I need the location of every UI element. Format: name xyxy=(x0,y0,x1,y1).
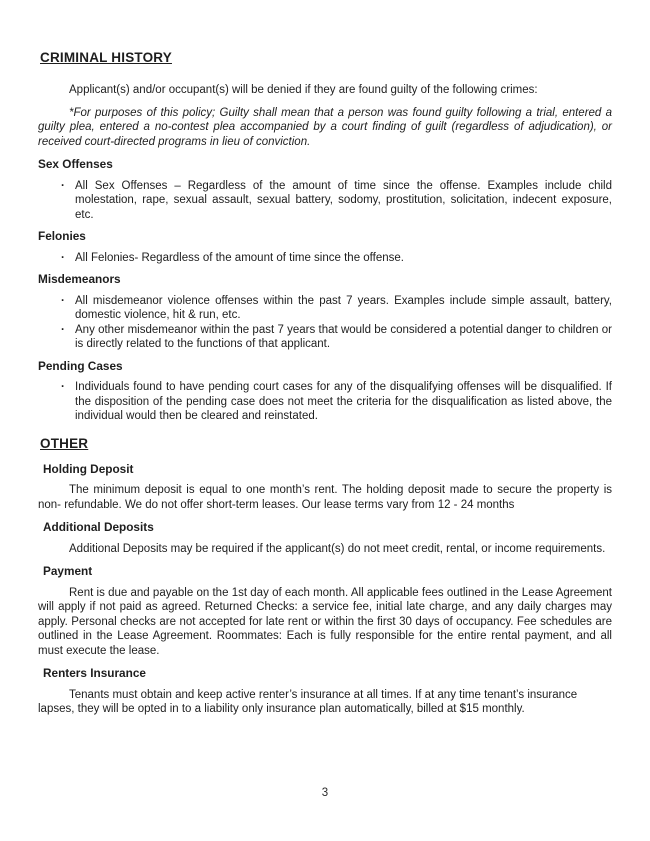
subheading-holding-deposit: Holding Deposit xyxy=(43,461,134,476)
subheading-misdemeanors: Misdemeanors xyxy=(38,272,121,286)
list-item: · All Felonies- Regardless of the amount of time since the offense. xyxy=(38,251,612,266)
payment-text: Rent is due and payable on the 1st day of each month. All applicable fees outlined in the Lease Agreement will apply if not paid as agreed. Returned Checks: a service fee, initial late charge, and any daily charges may apply. Personal checks are not accepted for late rent or within the first 30 days of occupancy. Fee schedules are outlined in the Lease Agreement. Roommates: Each is fully responsible for the entire rental payment, and all must execute the lease. xyxy=(38,586,612,657)
subheading-payment: Payment xyxy=(43,564,93,578)
subheading-additional-deposits: Additional Deposits xyxy=(43,520,154,534)
subheading-pending-cases: Pending Cases xyxy=(38,358,123,373)
subheading-renters-insurance: Renters Insurance xyxy=(43,666,146,680)
subheading-sex-offenses: Sex Offenses xyxy=(38,157,113,171)
renters-insurance-text: Tenants must obtain and keep active renter’s insurance at all times. If at any time tenant’s insurance lapses, they will be opted in to a liability only insurance plan automatically, billed at $15 monthly. xyxy=(38,688,578,715)
page-number: 3 xyxy=(321,787,329,799)
criminal-history-policy-note: *For purposes of this policy; Guilty shall mean that a person was found guilty following a trial, entered a guilty plea, entered a no-contest plea accompanied by a court finding of guilt (regardless of adjudication), or received court-directed programs in lieu of conviction. xyxy=(38,106,612,148)
misdemeanors-list xyxy=(38,294,612,352)
subheading-felonies: Felonies xyxy=(38,229,86,243)
section-title-criminal-history: CRIMINAL HISTORY xyxy=(40,50,172,65)
section-title-other: OTHER xyxy=(40,435,89,451)
list-item: · All Sex Offenses – Regardless of the amount of time since the offense. Examples include child molestation, rape, sexual assault, sexual battery, sodomy, prostitution, solicitation, indecent exposure, etc. xyxy=(38,179,612,223)
sex-offenses-list xyxy=(38,179,612,223)
list-item: · All misdemeanor violence offenses within the past 7 years. Examples include simple assault, battery, domestic violence, hit & run, etc. xyxy=(38,294,612,323)
document-content xyxy=(38,50,612,725)
list-item: · Any other misdemeanor within the past 7 years that would be considered a potential danger to children or is directly related to the functions of that applicant. xyxy=(38,323,612,352)
holding-deposit-text: The minimum deposit is equal to one month’s rent. The holding deposit made to secure the property is non- refundable. We do not offer short-term leases. Our lease terms vary from 12 - 24 months xyxy=(38,484,612,511)
list-item: · Individuals found to have pending court cases for any of the disqualifying offenses will be disqualified. If the disposition of the pending case does not meet the criteria for the disqualification as listed above, the individual would then be cleared and reinstated. xyxy=(38,380,612,424)
additional-deposits-text: Additional Deposits may be required if the applicant(s) do not meet credit, rental, or income requirements. xyxy=(69,542,606,555)
criminal-history-intro: Applicant(s) and/or occupant(s) will be denied if they are found guilty of the following crimes: xyxy=(69,84,538,96)
felonies-list xyxy=(38,251,612,266)
pending-cases-list xyxy=(38,380,612,424)
